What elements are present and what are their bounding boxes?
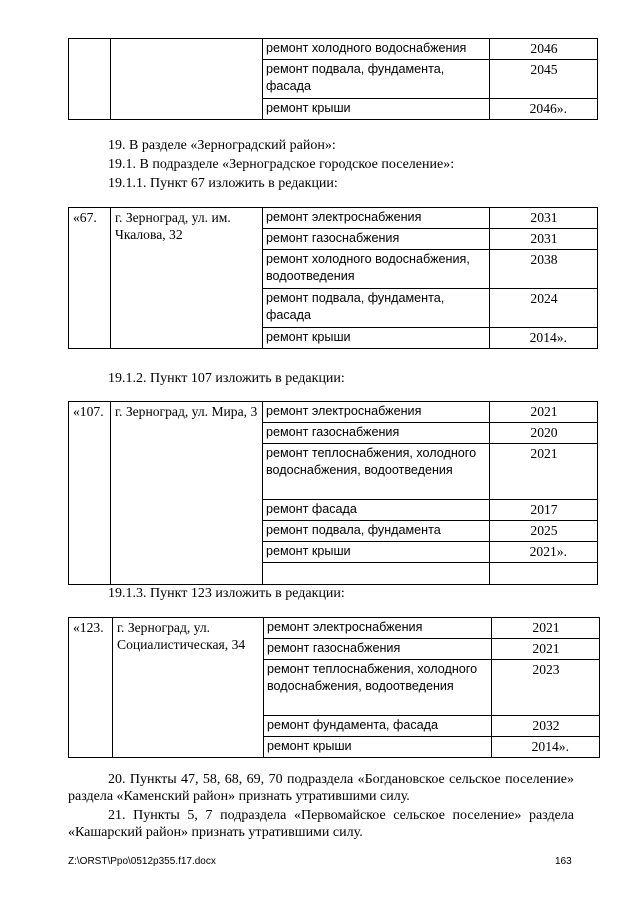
repair-year: 2024 <box>490 289 598 328</box>
item-number: «67. <box>69 208 111 349</box>
repair-year: 2023 <box>492 660 600 716</box>
repair-year: 2014». <box>492 737 600 758</box>
repair-year: 2014». <box>490 328 598 349</box>
work-type: ремонт электроснабжения <box>263 402 490 423</box>
footer-file-path: Z:\ORST\Ppo\0512p355.f17.docx <box>68 856 216 867</box>
work-type: ремонт фасада <box>263 500 490 521</box>
item-number: «107. <box>69 402 111 585</box>
work-type: ремонт газоснабжения <box>263 423 490 444</box>
work-type: ремонт электроснабжения <box>263 208 490 229</box>
repair-year: 2021 <box>490 402 598 423</box>
address: г. Зерноград, ул. Социалистическая, 34 <box>113 618 264 758</box>
table-item-67 <box>68 207 598 349</box>
table-row <box>69 402 598 423</box>
address: г. Зерноград, ул. Мира, 3 <box>111 402 263 585</box>
repair-year: 2046». <box>490 99 598 120</box>
repair-year: 2032 <box>492 716 600 737</box>
item-instruction: 19.1.3. Пункт 123 изложить в редакции: <box>108 586 345 601</box>
paragraph-21: 21. Пункты 5, 7 подраздела «Первомайское сельское поселение» раздела «Кашарский район» признать утратившими силу. <box>68 808 574 840</box>
repair-year: 2020 <box>490 423 598 444</box>
table-continuation <box>68 38 598 120</box>
work-type: ремонт подвала, фундамента, фасада <box>263 289 490 328</box>
work-type: ремонт электроснабжения <box>264 618 492 639</box>
repair-year: 2021 <box>492 618 600 639</box>
work-type: ремонт газоснабжения <box>263 229 490 250</box>
table-row <box>69 618 600 639</box>
repair-year: 2021 <box>490 444 598 500</box>
repair-year: 2038 <box>490 250 598 289</box>
address: г. Зерноград, ул. им. Чкалова, 32 <box>111 208 263 349</box>
work-type: ремонт крыши <box>263 99 490 120</box>
work-type: ремонт фундамента, фасада <box>264 716 492 737</box>
work-type: ремонт газоснабжения <box>264 639 492 660</box>
paragraph-20: 20. Пункты 47, 58, 68, 69, 70 подраздела «Богдановское сельское поселение» раздела «Каменский район» признать утратившими силу. <box>68 772 574 804</box>
item-number-cell <box>69 39 111 120</box>
repair-year: 2031 <box>490 229 598 250</box>
work-type: ремонт теплоснабжения, холодного водоснабжения, водоотведения <box>264 660 492 716</box>
repair-year: 2046 <box>490 39 598 60</box>
empty-cell <box>263 563 490 585</box>
table-row <box>69 39 598 60</box>
address-cell <box>111 39 263 120</box>
repair-year: 2021 <box>492 639 600 660</box>
item-instruction: 19.1.2. Пункт 107 изложить в редакции: <box>108 371 345 386</box>
item-number: «123. <box>69 618 113 758</box>
work-type: ремонт холодного водоснабжения, водоотведения <box>263 250 490 289</box>
subsection-heading: 19.1. В подразделе «Зерноградское городское поселение»: <box>108 157 455 172</box>
repair-year: 2031 <box>490 208 598 229</box>
empty-cell <box>490 563 598 585</box>
section-heading: 19. В разделе «Зерноградский район»: <box>108 138 336 153</box>
repair-year: 2025 <box>490 521 598 542</box>
footer-page-number: 163 <box>555 856 572 867</box>
item-instruction: 19.1.1. Пункт 67 изложить в редакции: <box>108 176 338 191</box>
work-type: ремонт крыши <box>263 328 490 349</box>
work-type: ремонт холодного водоснабжения <box>263 39 490 60</box>
table-item-123 <box>68 617 600 758</box>
work-type: ремонт крыши <box>263 542 490 563</box>
table-item-107 <box>68 401 598 585</box>
work-type: ремонт крыши <box>264 737 492 758</box>
work-type: ремонт подвала, фундамента <box>263 521 490 542</box>
table-row <box>69 208 598 229</box>
repair-year: 2021». <box>490 542 598 563</box>
work-type: ремонт подвала, фундамента, фасада <box>263 60 490 99</box>
repair-year: 2045 <box>490 60 598 99</box>
repair-year: 2017 <box>490 500 598 521</box>
work-type: ремонт теплоснабжения, холодного водоснабжения, водоотведения <box>263 444 490 500</box>
